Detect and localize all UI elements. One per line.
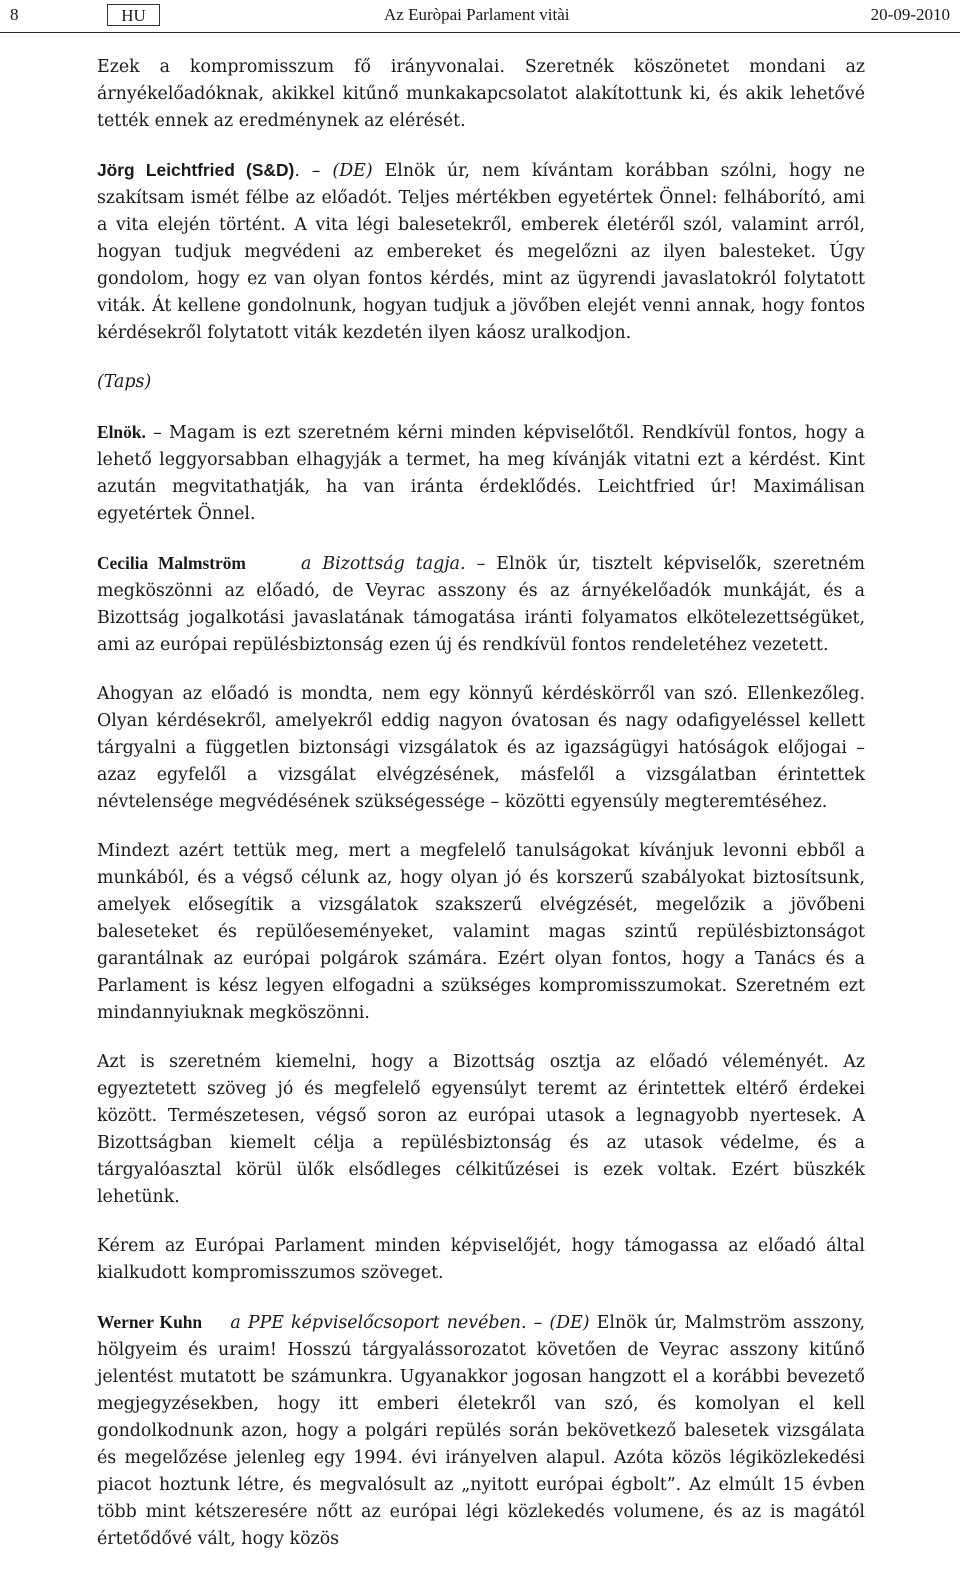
paragraph: Kérem az Európai Parlament minden képviselőjét, hogy támogassa az előadó által kialkudott kompromisszumos szöveget.: [97, 1236, 865, 1283]
speech-text: Elnök úr, nem kívántam korábban szólni, hogy ne szakítsam ismét félbe az előadót. Teljes mértékben egyetértek Önnel: felháborító, ami a vita elején történt. A vita légi balesetekről, emberek életéről szól, valamint arról, hogyan tudjuk megvédeni az embereket és megelőzni az ilyen balesteket. Úgy gondolom, hogy ez van olyan fontos kérdés, mint az ügyrendi javaslatokról folytatott viták. Át kellene gondolnunk, hogyan tudjuk a jövőben elejét venni annak, hogy fontos kérdésekről folytatott viták kezdetén ilyen káosz uralkodjon.: [97, 161, 866, 343]
speech-text: Elnök úr, Malmström asszony, hölgyeim és uraim! Hosszú tárgyalássorozatot követően de Veyrac asszony kitűnő jelentést mutatott be számunkra. Ugyanakkor jogosan hangzott el a korábbi bevezető megjegyzésekben, hogy itt emberi életekről van szó, és komolyan el kell gondolkodnunk azon, hogy a polgári repülés során bekövetkező balesetek vizsgálata és megelőzése jelenleg egy 1994. évi irányelven alapul. Azóta közös légiközlekedési piacot hoztunk létre, és megvalósult az „nyitott európai égbolt”. Az elmúlt 15 évben több mint kétszeresére nőtt az európai légi közlekedés volumene, és az is magától értetődővé vált, hogy közös: [97, 1313, 865, 1549]
speech-president: [97, 419, 865, 528]
language-badge: HU: [107, 4, 160, 26]
speaker-role: a PPE képviselőcsoport nevében.: [230, 1313, 527, 1333]
paragraph: Ahogyan az előadó is mondta, nem egy könnyű kérdéskörről van szó. Ellenkezőleg. Olyan kérdésekről, amelyekről eddig nagyon óvatosan és nagy odafigyeléssel kellett tárgyalni a független biztonsági vizsgálatok és az igazságügyi hatóságok előjogai – azaz egyfelől a vizsgálat elvégzésének, másfelől a vizsgálatban érintettek névtelensége megvédésének szükségessége – közötti egyensúly megteremtéséhez.: [97, 684, 865, 812]
speaker-name: Jörg Leichtfried (S&D): [97, 160, 295, 180]
speaker-name: Cecilia Malmström: [97, 553, 246, 573]
document-title: Az Euròpai Parlament vitài: [384, 5, 570, 24]
paragraph: Azt is szeretném kiemelni, hogy a Bizottság osztja az előadó véleményét. Az egyeztetett szöveg jó és megfelelő egyensúlyt teremt az érintettek eltérő érdekei között. Természetesen, végső soron az európai utasok a legnagyobb nyertesek. A Bizottságban kiemelt célja a repülésbiztonság és az utasok védelme, és a tárgyalóasztal körül ülők elsődleges célkitűzései is ezek voltak. Ezért büszkék lehetünk.: [97, 1052, 865, 1207]
paragraph: Ezek a kompromisszum fő irányvonalai. Szeretnék köszönetet mondani az árnyékelőadóknak, akikkel kitűnő munkakapcsolatot alakítottunk ki, és akik lehetővé tették ennek az eredménynek az elérését.: [97, 57, 865, 131]
separator: –: [526, 1313, 550, 1333]
separator: . –: [294, 161, 333, 181]
speaker-name: Elnök.: [97, 422, 146, 442]
speech-text: – Elnök úr, tisztelt képviselők, szeretném megköszönni az előadó, de Veyrac asszony és az árnyékelőadók munkáját, és a Bizottság jogalkotási javaslatának támogatása iránti folyamatos elkötelezettségüket, ami az európai repülésbiztonság ezen új és rendkívül fontos rendeletéhez vezetett.: [97, 554, 866, 655]
language-note: (DE): [549, 1313, 590, 1333]
page-header: [0, 0, 960, 33]
speaker-name: Werner Kuhn: [97, 1312, 203, 1332]
speech-malmstrom: [97, 550, 865, 659]
speech-leichtfried: [97, 157, 865, 347]
document-body: [97, 54, 865, 1575]
speaker-role: a Bizottság tagja.: [301, 554, 466, 574]
paragraph: Mindezt azért tettük meg, mert a megfelelő tanulságokat kívánjuk levonni ebből a munkából, és a végső célunk az, hogy olyan jó és korszerű szabályokat biztosítsunk, amelyek elősegítik a vizsgálatok szakszerű elvégzését, megelőzik a jövőbeni baleseteket és repülőeseményeket, valamint magas szintű repülésbiztonságot garantálnak az európai polgárok számára. Ezért olyan fontos, hogy a Tanács és a Parlament is kész legyen elfogadni a szükséges kompromisszumokat. Szeretném ezt mindannyiuknak megköszönni.: [97, 841, 865, 1023]
page-number: 8: [10, 5, 19, 24]
document-date: 20-09-2010: [870, 5, 950, 24]
applause-note: (Taps): [97, 372, 152, 392]
speech-text: – Magam is ezt szeretném kérni minden képviselőtől. Rendkívül fontos, hogy a lehető leggyorsabban elhagyják a termet, ha meg kívánják vitatni ezt a kérdést. Kint azután megvitathatják, ha van iránta érdeklődés. Leichtfried úr! Maximálisan egyetértek Önnel.: [97, 423, 865, 524]
speech-kuhn: [97, 1309, 865, 1553]
language-note: (DE): [332, 161, 373, 181]
